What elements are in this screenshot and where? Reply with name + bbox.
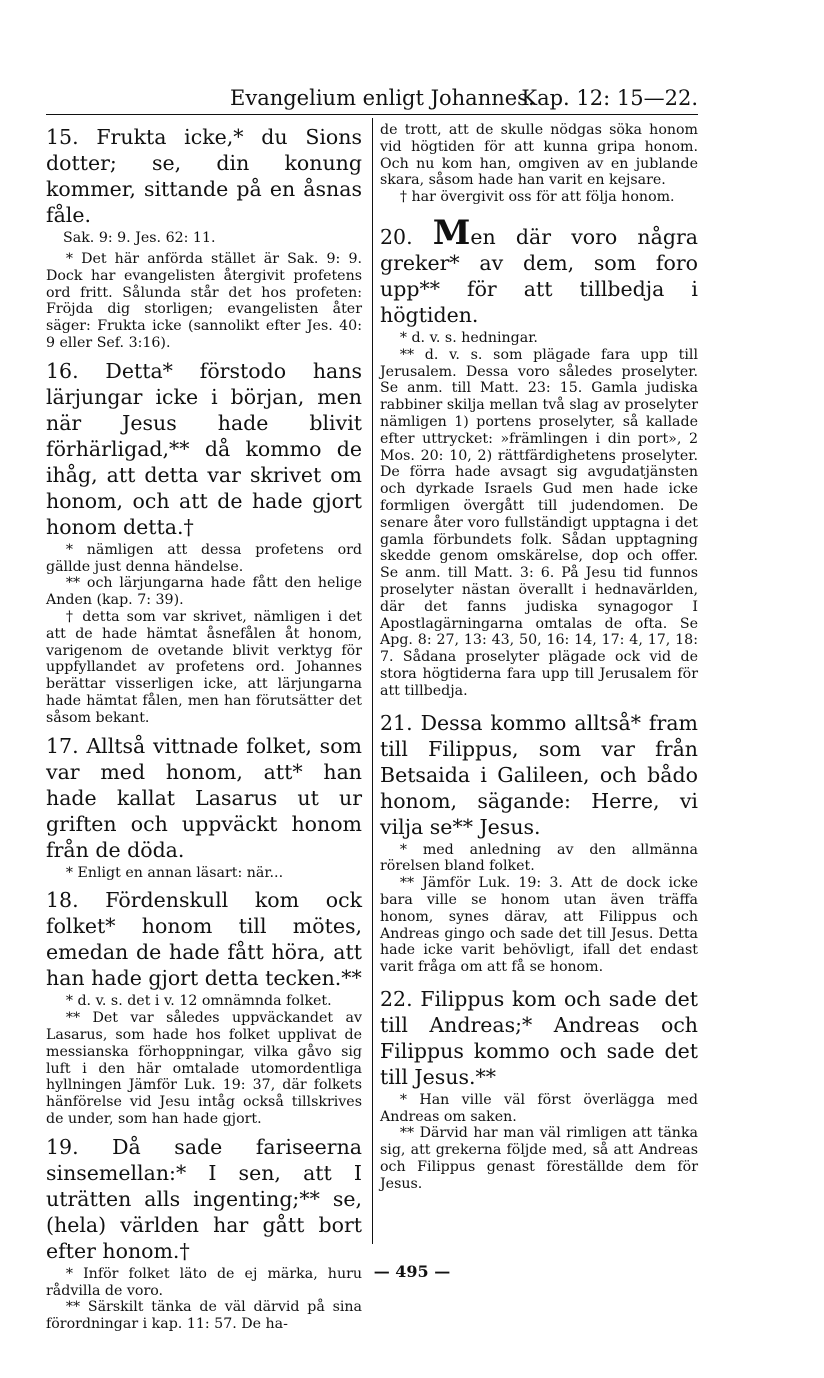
right-column — [380, 122, 698, 1193]
verse-15: 15. Frukta icke,* du Sions dotter; se, din konung kommer, sittande på en åsnas fåle. — [46, 125, 362, 227]
header-title: Evangelium enligt Johannes. — [230, 86, 535, 110]
verse-22: 22. Filippus kom och sade det till Andreas;* Andreas och Filippus kommo och sade det till Jesus.** — [380, 986, 698, 1089]
verse-19: 19. Då sade fariseerna sinsemellan:* I sen, att I uträtten alls ingenting;** se, (hela) världen har gått bort efter honom.† — [46, 1134, 362, 1263]
footnote: * Han ville väl först överlägga med Andreas om saken. — [380, 1091, 698, 1125]
header-rule — [46, 114, 698, 115]
footnote: * Det här anförda stället är Sak. 9: 9. Dock har evangelisten återgivit profetens ord fritt. Sålunda står det hos profeten: Fröjda dig storligen; evangelisten åter säger: Frukta icke (sannolikt efter Jes. 40: 9 eller Sef. 3:16). — [46, 251, 362, 351]
running-header — [46, 86, 698, 114]
footnote: * nämligen att dessa profetens ord gällde just denna händelse. — [46, 541, 362, 575]
footnote: * Enligt en annan läsart: när... — [65, 864, 284, 881]
verse-16: 16. Detta* förstodo hans lärjungar icke i början, men när Jesus hade blivit förhärligad,** då kommo de ihåg, att detta var skrivet om honom, och att de hade gjort honom detta.† — [46, 358, 362, 539]
footnote: ** Det var således uppväckandet av Lasarus, som hade hos folket upplivat de messianska förhoppningar, vilka gåvo sig luft i den här omtalade utomordentliga hyllningen Jämför Luk. 19: 37, där folkets hänförelse vid Jesu intåg också tillskrives de under, som han hade gjort. — [46, 1010, 362, 1127]
footnote: * d. v. s. hedningar. — [399, 329, 538, 346]
footnote: † har övergivit oss för att följa honom. — [399, 189, 675, 206]
footnote: * d. v. s. det i v. 12 omnämnda folket. — [65, 993, 332, 1010]
footnote: † detta som var skrivet, nämligen i det att de hade hämtat åsnefålen åt honom, varigenom de ovetande blivit verktyg för uppfyllandet av profetens ord. Johannes berättar visserligen icke, att lärjungarna hade hämtat fålen, men han förutsätter det såsom bekant. — [46, 608, 362, 726]
header-chapter: Kap. 12: 15—22. — [521, 86, 698, 110]
left-column — [46, 122, 362, 1333]
verse-number: 20. — [380, 224, 413, 249]
footnote: ** Därvid har man väl rimligen att tänka sig, att grekerna följde med, så att Andreas och Filippus genast föreställde dem för Jesus. — [380, 1125, 698, 1192]
drop-initial: M — [432, 212, 471, 253]
footnote-continued: de trott, att de skulle nödgas söka honom vid högtiden för att kunna gripa honom. Och nu kom han, omgiven av en jublande skara, såsom hade han varit en kejsare. — [380, 122, 698, 189]
verse-21: 21. Dessa kommo alltså* fram till Filippus, som var från Betsaida i Galileen, och bådo honom, sägande: Herre, vi vilja se** Jesus. — [380, 710, 698, 839]
verse-20 — [380, 212, 698, 328]
footnote: ** Jämför Luk. 19: 3. Att de dock icke bara ville se honom utan även träffa honom, synes därav, att Filippus och Andreas gingo och sade det till Jesus. Detta hade icke varit behövligt, ifall det endast varit fråga om att få se honom. — [380, 875, 698, 976]
footnote: * med anledning av den allmänna rörelsen bland folket. — [380, 841, 698, 875]
column-divider — [372, 118, 373, 1244]
verse-text: en där voro några greker* av dem, som foro upp** för att tillbedja i högtiden. — [380, 224, 698, 327]
footnote: ** d. v. s. som plägade fara upp till Jerusalem. Dessa voro således proselyter. Se anm. till Matt. 23: 15. Gamla judiska rabbiner skilja mellan två slag av proselyter nämligen 1) portens proselyter, så kallade efter uttrycket: »främlingen i din port», 2 Mos. 20: 10, 2) rättfärdighetens proselyter. De förra hade avsagt sig avgudatjänsten och dyrkade Israels Gud men hade icke formligen övergått till judendomen. De senare åter voro fullständigt upptagna i det gamla förbundets folk. Sådan upptagning skedde genom omskärelse, dop och offer. Se anm. till Matt. 3: 6. På Jesu tid funnos proselyter nästan överallt i hednavärlden, där det fanns judiska synagogor I Apostlagärningarna omtalas de ofta. Se Apg. 8: 27, 13: 43, 50, 16: 14, 17: 4, 17, 18: 7. Sådana proselyter plägade ock vid de stora högtiderna fara upp till Jerusalem för att tillbedja. — [380, 346, 698, 699]
verse-18: 18. Fördenskull kom ock folket* honom till mötes, emedan de hade fått höra, att han hade gjort detta tecken.** — [46, 888, 362, 991]
page-number: — 495 — — [373, 1262, 451, 1281]
verse-17: 17. Alltså vittnade folket, som var med honom, att* han hade kallat Lasarus ut ur griften och uppväckt honom från de döda. — [46, 733, 362, 862]
footnote: * Inför folket läto de ej märka, huru rådvilla de voro. — [46, 1265, 362, 1299]
cross-reference: Sak. 9: 9. Jes. 62: 11. — [63, 230, 216, 246]
footnote: ** Särskilt tänka de väl därvid på sina förordningar i kap. 11: 57. De ha- — [46, 1299, 362, 1333]
footnote: ** och lärjungarna hade fått den helige Anden (kap. 7: 39). — [46, 575, 362, 609]
